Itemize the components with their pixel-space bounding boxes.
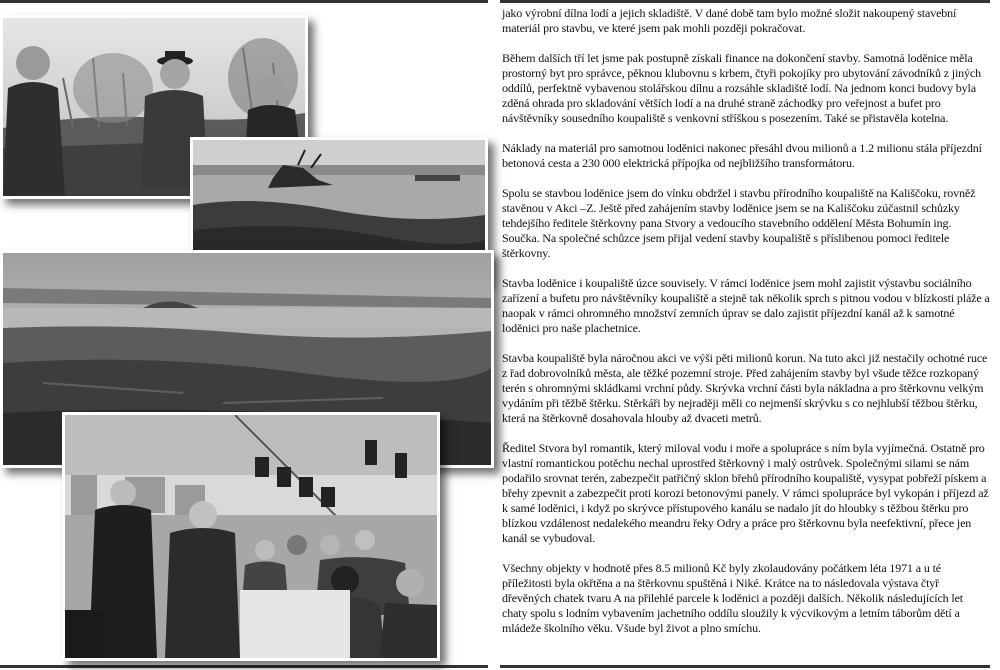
article-paragraph-7: Ředitel Stvora byl romantik, který miloval vodu i moře a spolupráce s ním byla vyjímečná. Ostatně pro vlastní romantickou potěchu nechal uprostřed štěrkovný i malý ostrůvek. Společnými silami se nám podařilo srovnat terén, zabezpečit patřičný sklon břehů přírodního koupaliště, vysypat pobřeží pískem a břehy zpevnit a zabezpečit proti korozi betonovými panely. V rámci spolupráce byl vykopán i příjezd až k samé loděnici, i když po skrývce přístupového kanálu se nadalo jít do hloubky s těžbou štěrku pro blízkou vzdálenost nedalekého meandru řeky Odry a práce pro štěrkovnu byla neefektivní, přece jen kanál se vybudoval.: [502, 441, 989, 545]
top-rule-left: [0, 0, 488, 3]
article-paragraph-5: Stavba loděnice i koupaliště úzce souvisely. V rámci loděnice jsem mohl zajistit výstavbu sociálního zařízení a bufetu pro návštěvníky koupaliště a stejně tak několik sprch s pitnou vodou v blízkosti pláže a naopak v rámci ohromného množství zemních úprav se dalo zajistit příjezdní kanál až k samotné loděnici pro naše plachetnice.: [502, 276, 990, 335]
article-text-column: [502, 6, 990, 636]
bottom-rule-left: [0, 665, 488, 668]
bottom-rule-right: [500, 665, 990, 668]
article-paragraph-6: Stavba koupaliště byla náročnou akci ve výši pěti milionů korun. Na tuto akci již nestačily ochotné ruce z řad dobrovolníků města, ale těžké pozemní stroje. Před zahájením stavby byl všude těžce rozkopaný terén s ohromnými skládkami vrchní půdy. Skrývka vrchní části byla nákladna a pro štěrkovnu velkým vydáním při těžbě štěrku. Stěrkáři by nejraději měli co nejmenší skrývku s co nejhlubší těžbou štěrku, která na štěrkovně dosahovala hlouby až dvaceti metrů.: [502, 351, 988, 425]
article-paragraph-4: Spolu se stavbou loděnice jsem do vínku obdržel i stavbu přírodního koupaliště na Kališčoku, rovněž stavěnou v Akci –Z. Ještě před zahájením stavby loděnice jsem se na Kališčoku zúčastnil schůzky tehdejšího ředitele štěrkovny pana Stvory a vedoucího stavebního oddělení Města Bohumín ing. Součka. Na společné schůzce jsem přijal vedení stavby koupaliště s příslibenou pomoci ředitele štěrkovny.: [502, 186, 976, 260]
article-paragraph-3: Náklady na materiál pro samotnou loděnici nakonec přesáhl dvou milionů a 1.2 milionu stála příjezdní betonová cesta a 230 000 elektrická přípojka od nejbližšího transformátoru.: [502, 141, 982, 170]
article-paragraph-2: Během dalších tří let jsme pak postupně získali finance na dokončení stavby. Samotná loděnice měla prostorný byt pro správce, pěknou klubovnu s krbem, čtyři pokojíky pro ubytování závodníků z jiných oddílů, perfektně vybavenou stolářskou dílnu a rozsáhle skladiště lodí. Na jednom konci budovy byla zděná ohrada pro skladování větších lodí a na druhé straně záchodky pro veřejnost a bufet pro návštěvníky sousedního koupaliště s venkovní stříškou s posezením. Také se přistavěla kotelna.: [502, 51, 981, 125]
article-paragraph-1: jako výrobní dílna lodí a jejich skladiště. V dané době tam bylo možné složit nakoupený stavební materiál pro stavbu, ve které jsem pak mohli později pokračovat.: [502, 6, 957, 35]
top-rule-right: [500, 0, 990, 3]
article-paragraph-8: Všechny objekty v hodnotě přes 8.5 milionů Kč byly zkolaudovány počátkem léta 1971 a u té příležitosti byla okřtěna a na štěrkovnu spuštěná i Niké. Krátce na to následovala výstava čtyř dřevěných chatek tvaru A na přilehlé parcele k loděnici a později dalších. Několik následujících let chaty spolu s lodním vybavením jachetního oddílu sloužily k výcvikovým a letním táborům dětí a mládeže školního věku. Všude byl život a plno smíchu.: [502, 561, 964, 635]
photo-celebration-with-flags: [62, 412, 440, 661]
